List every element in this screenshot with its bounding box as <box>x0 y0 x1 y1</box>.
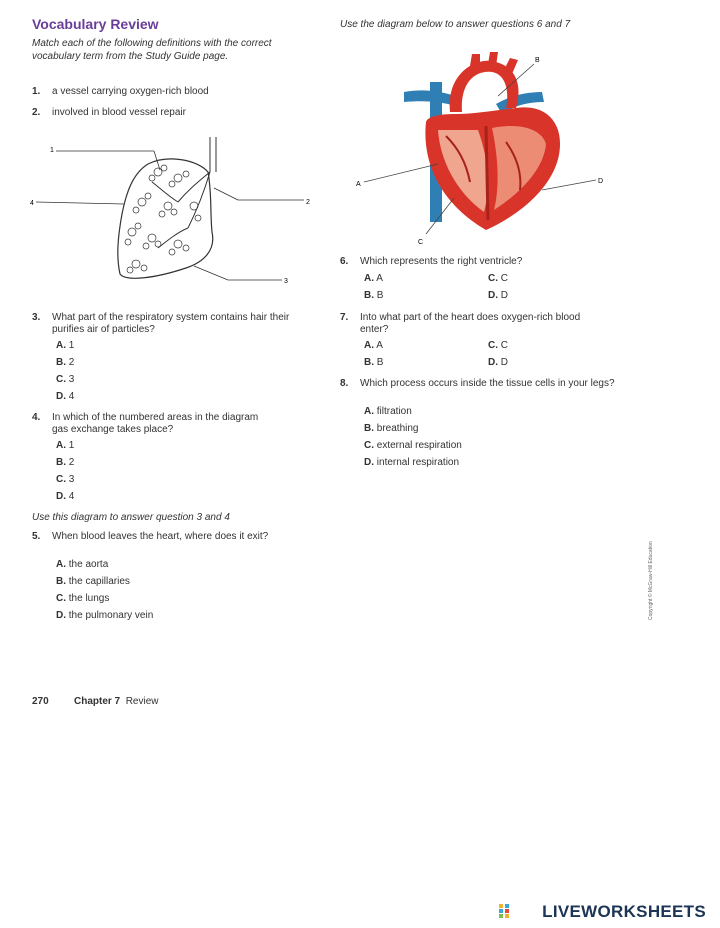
question-text: In which of the numbered areas in the diagram gas exchange takes place? <box>52 412 259 435</box>
lung-label-3: 3 <box>284 278 288 285</box>
question-1 <box>32 86 209 98</box>
lung-diagram <box>28 132 318 292</box>
heart-label-b: B <box>535 57 540 64</box>
answer-option[interactable]: A. filtration <box>364 406 412 417</box>
instructions: Match each of the following definitions with the correct vocabulary term from the Study Guide page. <box>32 38 272 62</box>
heart-diagram <box>346 52 616 248</box>
question-7 <box>340 312 610 336</box>
answer-option[interactable]: D. D <box>488 357 509 368</box>
answer-option[interactable]: B. 2 <box>56 357 75 368</box>
question-6 <box>340 256 522 268</box>
question-text: Which process occurs inside the tissue cells in your legs? <box>360 378 615 389</box>
question-text: a vessel carrying oxygen-rich blood <box>52 86 209 97</box>
question-4 <box>32 412 272 436</box>
answer-option[interactable]: D. internal respiration <box>364 457 460 468</box>
answer-option[interactable]: B. breathing <box>364 423 419 434</box>
answer-option[interactable]: C. external respiration <box>364 440 462 451</box>
question-text: involved in blood vessel repair <box>52 107 186 118</box>
answer-option[interactable]: B. 2 <box>56 457 75 468</box>
answer-option[interactable]: B. the capillaries <box>56 576 130 587</box>
heart-label-c: C <box>418 239 424 246</box>
answer-option[interactable]: A. A <box>364 273 383 284</box>
answer-option[interactable]: C. 3 <box>56 474 75 485</box>
answer-option[interactable]: A. 1 <box>56 340 75 351</box>
answer-option[interactable]: D. D <box>488 290 509 301</box>
question-number: 8. <box>340 378 349 389</box>
question-number: 4. <box>32 412 41 423</box>
answer-option[interactable]: B. B <box>364 357 384 368</box>
answer-option[interactable]: C. 3 <box>56 374 75 385</box>
answer-option[interactable]: C. C <box>488 340 509 351</box>
question-number: 5. <box>32 531 41 542</box>
question-number: 6. <box>340 256 349 267</box>
answer-option[interactable]: D. the pulmonary vein <box>56 610 154 621</box>
question-text: When blood leaves the heart, where does it exit? <box>52 531 269 542</box>
right-instructions: Use the diagram below to answer questions 6 and 7 <box>340 19 571 30</box>
question-2 <box>32 107 186 119</box>
heart-label-d: D <box>598 178 604 185</box>
diagram-note: Use this diagram to answer question 3 and 4 <box>32 512 230 523</box>
question-number: 7. <box>340 312 349 323</box>
answer-option[interactable]: A. 1 <box>56 440 75 451</box>
answer-option[interactable]: A. A <box>364 340 383 351</box>
chapter-footer: Chapter 7 Review <box>74 696 159 707</box>
answer-option[interactable]: D. 4 <box>56 491 75 502</box>
question-3 <box>32 312 312 336</box>
question-text: Into what part of the heart does oxygen-rich blood enter? <box>360 312 581 335</box>
liveworksheets-logo-icon <box>499 904 515 919</box>
lung-label-4: 4 <box>30 200 34 207</box>
page-title: Vocabulary Review <box>32 16 159 32</box>
lung-label-2: 2 <box>306 199 310 206</box>
brand-wordmark: LIVEWORKSHEETS <box>542 902 706 921</box>
answer-option[interactable]: A. the aorta <box>56 559 109 570</box>
copyright-notice: Copyright © McGraw-Hill Education <box>648 541 654 620</box>
answer-option[interactable]: C. C <box>488 273 509 284</box>
question-number: 3. <box>32 312 41 323</box>
question-8 <box>340 378 630 390</box>
question-text: Which represents the right ventricle? <box>360 256 523 267</box>
answer-option[interactable]: D. 4 <box>56 391 75 402</box>
heart-label-a: A <box>356 181 361 188</box>
lung-label-1: 1 <box>50 147 54 154</box>
page-number: 270 <box>32 696 49 707</box>
answer-option[interactable]: C. the lungs <box>56 593 110 604</box>
question-5 <box>32 531 312 543</box>
question-number: 1. <box>32 86 41 97</box>
question-number: 2. <box>32 107 41 118</box>
question-text: What part of the respiratory system contains hair their purifies air of particles? <box>52 312 290 335</box>
answer-option[interactable]: B. B <box>364 290 384 301</box>
